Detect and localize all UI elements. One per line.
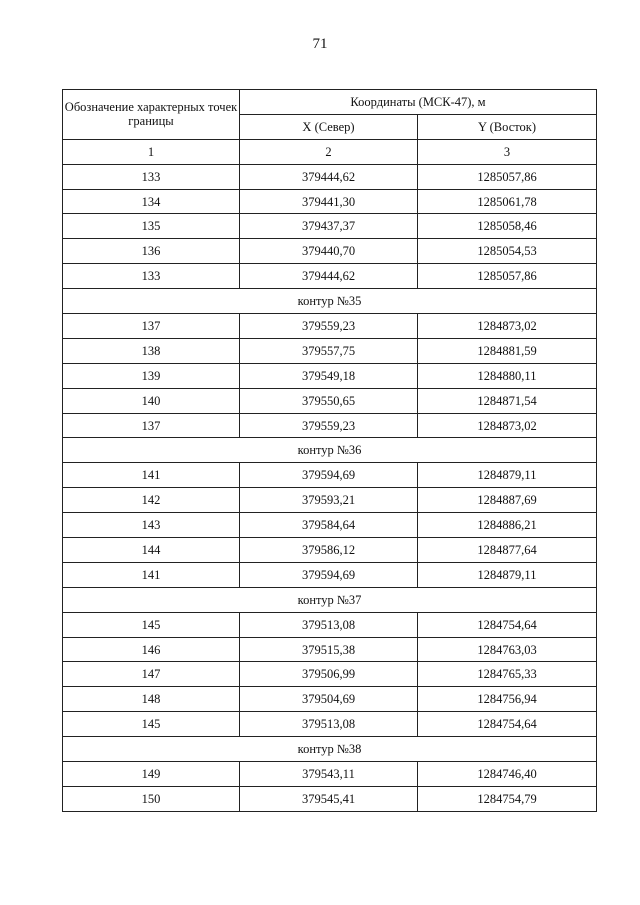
x-coordinate: 379584,64 bbox=[240, 513, 418, 538]
y-coordinate: 1285057,86 bbox=[418, 264, 597, 289]
column-numbers-row bbox=[63, 139, 597, 164]
point-id: 139 bbox=[63, 363, 240, 388]
point-id: 138 bbox=[63, 338, 240, 363]
point-id: 145 bbox=[63, 712, 240, 737]
table-row bbox=[63, 338, 597, 363]
point-id: 133 bbox=[63, 264, 240, 289]
x-coordinate: 379545,41 bbox=[240, 786, 418, 811]
x-coordinate: 379515,38 bbox=[240, 637, 418, 662]
x-coordinate: 379559,23 bbox=[240, 314, 418, 339]
point-id: 140 bbox=[63, 388, 240, 413]
table-row bbox=[63, 687, 597, 712]
point-id: 147 bbox=[63, 662, 240, 687]
x-coordinate: 379444,62 bbox=[240, 264, 418, 289]
point-id: 142 bbox=[63, 488, 240, 513]
point-id: 135 bbox=[63, 214, 240, 239]
x-coordinate: 379543,11 bbox=[240, 762, 418, 787]
y-coordinate: 1284746,40 bbox=[418, 762, 597, 787]
point-id: 149 bbox=[63, 762, 240, 787]
column-number: 2 bbox=[240, 139, 418, 164]
contour-row bbox=[63, 289, 597, 314]
table-row bbox=[63, 786, 597, 811]
table-row bbox=[63, 264, 597, 289]
y-coordinate: 1284871,54 bbox=[418, 388, 597, 413]
x-coordinate: 379550,65 bbox=[240, 388, 418, 413]
y-coordinate: 1285058,46 bbox=[418, 214, 597, 239]
point-id: 141 bbox=[63, 562, 240, 587]
contour-row bbox=[63, 587, 597, 612]
y-coordinate: 1284763,03 bbox=[418, 637, 597, 662]
y-coordinate: 1284879,11 bbox=[418, 562, 597, 587]
x-coordinate: 379513,08 bbox=[240, 712, 418, 737]
y-coordinate: 1284754,64 bbox=[418, 612, 597, 637]
table-row bbox=[63, 712, 597, 737]
y-coordinate: 1285061,78 bbox=[418, 189, 597, 214]
x-coordinate: 379549,18 bbox=[240, 363, 418, 388]
y-coordinate: 1284754,64 bbox=[418, 712, 597, 737]
contour-label: контур №35 bbox=[63, 289, 597, 314]
point-id: 137 bbox=[63, 413, 240, 438]
x-coordinate: 379437,37 bbox=[240, 214, 418, 239]
point-id: 145 bbox=[63, 612, 240, 637]
table-row bbox=[63, 637, 597, 662]
table-header-row bbox=[63, 90, 597, 115]
y-coordinate: 1284887,69 bbox=[418, 488, 597, 513]
table-row bbox=[63, 538, 597, 563]
contour-label: контур №38 bbox=[63, 737, 597, 762]
x-coordinate: 379594,69 bbox=[240, 562, 418, 587]
point-id: 148 bbox=[63, 687, 240, 712]
contour-row bbox=[63, 438, 597, 463]
point-id: 133 bbox=[63, 164, 240, 189]
header-x-north: X (Север) bbox=[240, 114, 418, 139]
table-row bbox=[63, 388, 597, 413]
point-id: 137 bbox=[63, 314, 240, 339]
x-coordinate: 379586,12 bbox=[240, 538, 418, 563]
x-coordinate: 379506,99 bbox=[240, 662, 418, 687]
y-coordinate: 1284756,94 bbox=[418, 687, 597, 712]
table-row bbox=[63, 363, 597, 388]
contour-row bbox=[63, 737, 597, 762]
y-coordinate: 1284879,11 bbox=[418, 463, 597, 488]
coordinates-table bbox=[62, 89, 597, 812]
table-row bbox=[63, 463, 597, 488]
table-body bbox=[63, 164, 597, 811]
y-coordinate: 1284877,64 bbox=[418, 538, 597, 563]
column-number: 3 bbox=[418, 139, 597, 164]
x-coordinate: 379441,30 bbox=[240, 189, 418, 214]
x-coordinate: 379594,69 bbox=[240, 463, 418, 488]
column-number: 1 bbox=[63, 139, 240, 164]
y-coordinate: 1284873,02 bbox=[418, 314, 597, 339]
y-coordinate: 1284754,79 bbox=[418, 786, 597, 811]
table-row bbox=[63, 762, 597, 787]
point-id: 143 bbox=[63, 513, 240, 538]
table-row bbox=[63, 662, 597, 687]
header-y-east: Y (Восток) bbox=[418, 114, 597, 139]
y-coordinate: 1284886,21 bbox=[418, 513, 597, 538]
table-row bbox=[63, 562, 597, 587]
y-coordinate: 1284881,59 bbox=[418, 338, 597, 363]
x-coordinate: 379593,21 bbox=[240, 488, 418, 513]
table-row bbox=[63, 214, 597, 239]
x-coordinate: 379559,23 bbox=[240, 413, 418, 438]
x-coordinate: 379444,62 bbox=[240, 164, 418, 189]
contour-label: контур №37 bbox=[63, 587, 597, 612]
page-number: 71 bbox=[312, 36, 328, 52]
header-point-designation: Обозначение характерных точек границы bbox=[63, 90, 240, 140]
table-row bbox=[63, 488, 597, 513]
x-coordinate: 379440,70 bbox=[240, 239, 418, 264]
x-coordinate: 379557,75 bbox=[240, 338, 418, 363]
point-id: 150 bbox=[63, 786, 240, 811]
table-row bbox=[63, 612, 597, 637]
y-coordinate: 1284880,11 bbox=[418, 363, 597, 388]
contour-label: контур №36 bbox=[63, 438, 597, 463]
x-coordinate: 379504,69 bbox=[240, 687, 418, 712]
table-row bbox=[63, 164, 597, 189]
x-coordinate: 379513,08 bbox=[240, 612, 418, 637]
y-coordinate: 1284873,02 bbox=[418, 413, 597, 438]
point-id: 141 bbox=[63, 463, 240, 488]
point-id: 146 bbox=[63, 637, 240, 662]
table-row bbox=[63, 239, 597, 264]
point-id: 134 bbox=[63, 189, 240, 214]
point-id: 144 bbox=[63, 538, 240, 563]
y-coordinate: 1285057,86 bbox=[418, 164, 597, 189]
table-row bbox=[63, 314, 597, 339]
point-id: 136 bbox=[63, 239, 240, 264]
table-row bbox=[63, 513, 597, 538]
table-row bbox=[63, 189, 597, 214]
y-coordinate: 1284765,33 bbox=[418, 662, 597, 687]
table-row bbox=[63, 413, 597, 438]
header-coordinates-group: Координаты (МСК-47), м bbox=[240, 90, 597, 115]
y-coordinate: 1285054,53 bbox=[418, 239, 597, 264]
